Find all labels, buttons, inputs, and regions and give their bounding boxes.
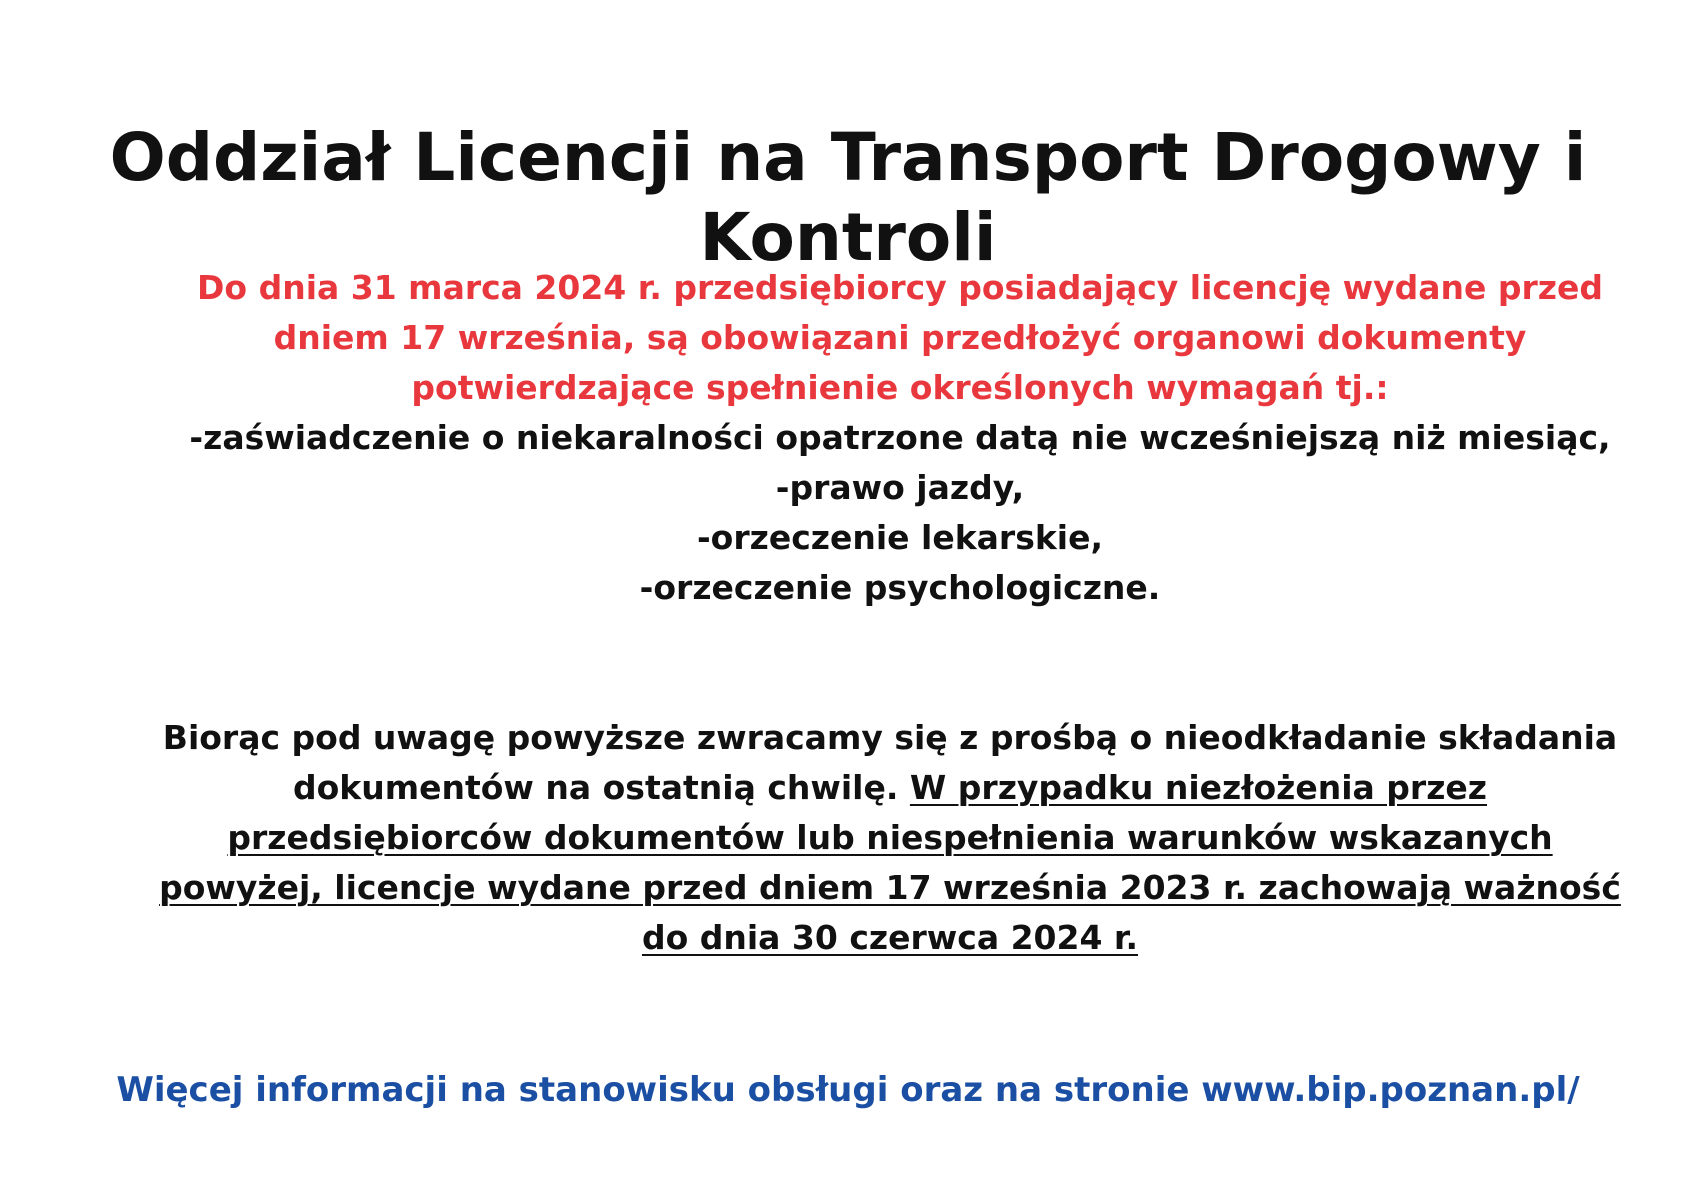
more-info-text: Więcej informacji na stanowisku obsługi oraz na stronie www.bip.poznan.pl/	[116, 1070, 1580, 1110]
page-title: Oddział Licencji na Transport Drogowy i Kontroli	[109, 119, 1587, 276]
requirement-item: -orzeczenie psychologiczne.	[639, 568, 1161, 607]
requirement-item: -orzeczenie lekarskie,	[696, 518, 1104, 557]
appeal-intro: Biorąc pod uwagę powyższe zwracamy się z prośbą o nieodkładanie składania dokumentów na ostatnią chwilę.	[162, 718, 1618, 807]
appeal-paragraph	[140, 713, 1640, 963]
requirements-notice	[180, 263, 1620, 613]
requirement-item: -zaświadczenie o niekaralności opatrzone datą nie wcześniejszą niż miesiąc,	[189, 418, 1611, 457]
deadline-text: Do dnia 31 marca 2024 r. przedsiębiorcy posiadający licencję wydane przed dniem 17 września, są obowiązani przedłożyć organowi dokumenty potwierdzające spełnienie określonych wymagań tj.:	[197, 268, 1603, 407]
requirement-item: -prawo jazdy,	[775, 468, 1025, 507]
appeal-warning-underlined: W przypadku niezłożenia przez przedsiębiorców dokumentów lub niespełnienia warunków wskazanych powyżej, licencje wydane przed dniem 17 września 2023 r. zachowają ważność do dnia 30 czerwca 2024 r.	[159, 768, 1621, 957]
more-info-line	[0, 1065, 1696, 1115]
